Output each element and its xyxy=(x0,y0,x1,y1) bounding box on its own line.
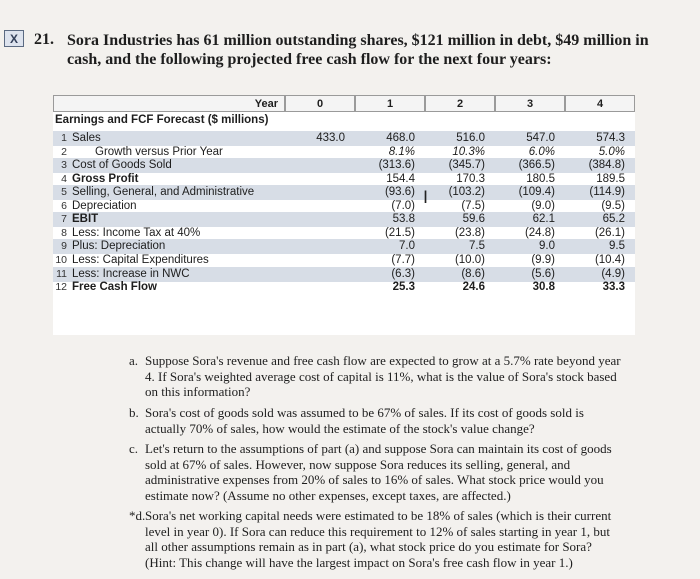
table-cell: 25.3 xyxy=(392,281,415,294)
table-cell: (7.5) xyxy=(461,199,485,212)
table-cell: 65.2 xyxy=(602,213,625,226)
table-row xyxy=(53,280,635,295)
row-number: 8 xyxy=(61,226,67,239)
row-label: Selling, General, and Administrative xyxy=(72,186,255,199)
table-cell: (9.9) xyxy=(531,253,555,266)
table-cell: (9.0) xyxy=(531,199,555,212)
row-number: 7 xyxy=(61,213,67,226)
row-label: EBIT xyxy=(72,213,99,226)
table-cell: 7.5 xyxy=(469,240,485,253)
row-number: 12 xyxy=(55,281,67,294)
table-cell: (9.5) xyxy=(601,199,625,212)
table-cell: (10.0) xyxy=(454,253,485,266)
table-cell: 9.5 xyxy=(609,240,625,253)
table-cell: 170.3 xyxy=(456,172,485,185)
part-label: c. xyxy=(129,441,139,456)
table-cell: (7.0) xyxy=(391,199,415,212)
table-cell: (114.9) xyxy=(589,186,625,199)
row-number: 6 xyxy=(61,199,67,212)
row-label: Cost of Goods Sold xyxy=(72,159,172,172)
table-cell: (103.2) xyxy=(448,186,485,199)
row-number: 10 xyxy=(55,253,67,266)
table-cell: (24.8) xyxy=(524,226,555,239)
part-text: Suppose Sora's revenue and free cash flow are expected to grow at a 5.7% rate beyond year 4. If Sora's weighted average cost of capital is 11%, what is the value of Sora's stock based on this information? xyxy=(145,353,621,399)
year-3: 3 xyxy=(495,95,565,112)
year-header-row xyxy=(53,95,635,112)
table-cell: 62.1 xyxy=(532,213,555,226)
section-title: Earnings and FCF Forecast ($ millions) xyxy=(55,114,269,126)
row-label: Sales xyxy=(72,132,101,144)
table-cell: 8.1% xyxy=(388,145,415,158)
table-cell: 6.0% xyxy=(528,145,555,158)
question-part xyxy=(129,353,625,400)
table-cell: (345.7) xyxy=(448,159,485,172)
table-cell: 7.0 xyxy=(399,240,415,253)
table-cell: (366.5) xyxy=(518,159,555,172)
table-cell: 574.3 xyxy=(596,132,625,144)
year-0: 0 xyxy=(285,95,355,112)
table-cell: (7.7) xyxy=(391,253,415,266)
year-1: 1 xyxy=(355,95,425,112)
year-2: 2 xyxy=(425,95,495,112)
row-label: Free Cash Flow xyxy=(72,281,157,294)
row-label: Plus: Depreciation xyxy=(72,240,166,253)
row-label: Depreciation xyxy=(72,199,137,212)
part-label: a. xyxy=(129,353,139,368)
x-icon: X xyxy=(4,30,24,47)
table-cell: 33.3 xyxy=(602,281,625,294)
row-number: 4 xyxy=(61,172,67,185)
row-label: Gross Profit xyxy=(72,172,139,185)
row-number: 5 xyxy=(61,186,67,199)
row-number: 1 xyxy=(61,132,67,144)
table-cell: (23.8) xyxy=(454,226,485,239)
row-number: 9 xyxy=(61,240,67,253)
question-text: Sora Industries has 61 million outstanding shares, $121 million in debt, $49 million in cash, and the following projected free cash flow for the next four years: xyxy=(67,32,649,68)
table-cell: (6.3) xyxy=(391,267,415,280)
table-cell: (313.6) xyxy=(378,159,415,172)
table-cell: (93.6) xyxy=(384,186,415,199)
year-label: Year xyxy=(53,95,285,112)
table-cell: (5.6) xyxy=(531,267,555,280)
table-cell: (4.9) xyxy=(601,267,625,280)
part-text: Let's return to the assumptions of part (a) and suppose Sora can maintain its cost of goods sold at 67% of sales. However, now suppose Sora reduces its selling, general, and administrative expenses from 20% of sales to 16% of sales. What stock price would you estimate now? (Assume no other expenses, except taxes, are affected.) xyxy=(145,441,612,503)
year-4: 4 xyxy=(565,95,635,112)
question-part xyxy=(129,508,625,570)
table-cell: (21.5) xyxy=(384,226,415,239)
question-number: 21. xyxy=(34,31,54,48)
table-cell: 180.5 xyxy=(526,172,555,185)
row-label: Less: Increase in NWC xyxy=(72,267,190,280)
fcf-table xyxy=(53,95,635,335)
question-part xyxy=(129,405,625,436)
part-text: Sora's net working capital needs were estimated to be 18% of sales (which is their current level in year 0). If Sora can reduce this requirement to 12% of sales starting in year 1, but all other assumptions remain as in part (a), what stock price do you estimate for Sora? (Hint: This change will have the largest impact on Sora's free cash flow in year 1.) xyxy=(145,508,612,570)
part-text: Sora's cost of goods sold was assumed to be 67% of sales. If its cost of goods sold is actually 70% of sales, how would the estimate of the stock's value change? xyxy=(145,405,584,436)
table-cell: 468.0 xyxy=(386,132,415,144)
table-cell: 516.0 xyxy=(456,132,485,144)
table-cell: 433.0 xyxy=(316,132,345,144)
table-cell: (109.4) xyxy=(518,186,555,199)
part-label: b. xyxy=(129,405,139,420)
table-cell: 30.8 xyxy=(532,281,555,294)
text-cursor-icon: I xyxy=(423,188,429,208)
table-cell: 24.6 xyxy=(462,281,485,294)
table-cell: 189.5 xyxy=(596,172,625,185)
row-label: Less: Income Tax at 40% xyxy=(72,226,201,239)
part-label: *d. xyxy=(129,508,146,523)
question-part xyxy=(129,441,625,503)
table-cell: (384.8) xyxy=(588,159,625,172)
table-cell: 59.6 xyxy=(462,213,485,226)
table-cell: 10.3% xyxy=(452,145,485,158)
table-cell: 53.8 xyxy=(392,213,415,226)
table-cell: 154.4 xyxy=(386,172,415,185)
row-number: 11 xyxy=(56,267,67,280)
row-label: Less: Capital Expenditures xyxy=(72,253,209,266)
table-cell: 9.0 xyxy=(539,240,555,253)
row-number: 2 xyxy=(61,145,67,158)
row-number: 3 xyxy=(61,159,67,172)
table-cell: 5.0% xyxy=(598,145,625,158)
table-cell: (10.4) xyxy=(594,253,625,266)
row-label: Growth versus Prior Year xyxy=(95,145,223,158)
table-cell: 547.0 xyxy=(526,132,555,144)
table-cell: (26.1) xyxy=(594,226,625,239)
table-cell: (8.6) xyxy=(461,267,485,280)
